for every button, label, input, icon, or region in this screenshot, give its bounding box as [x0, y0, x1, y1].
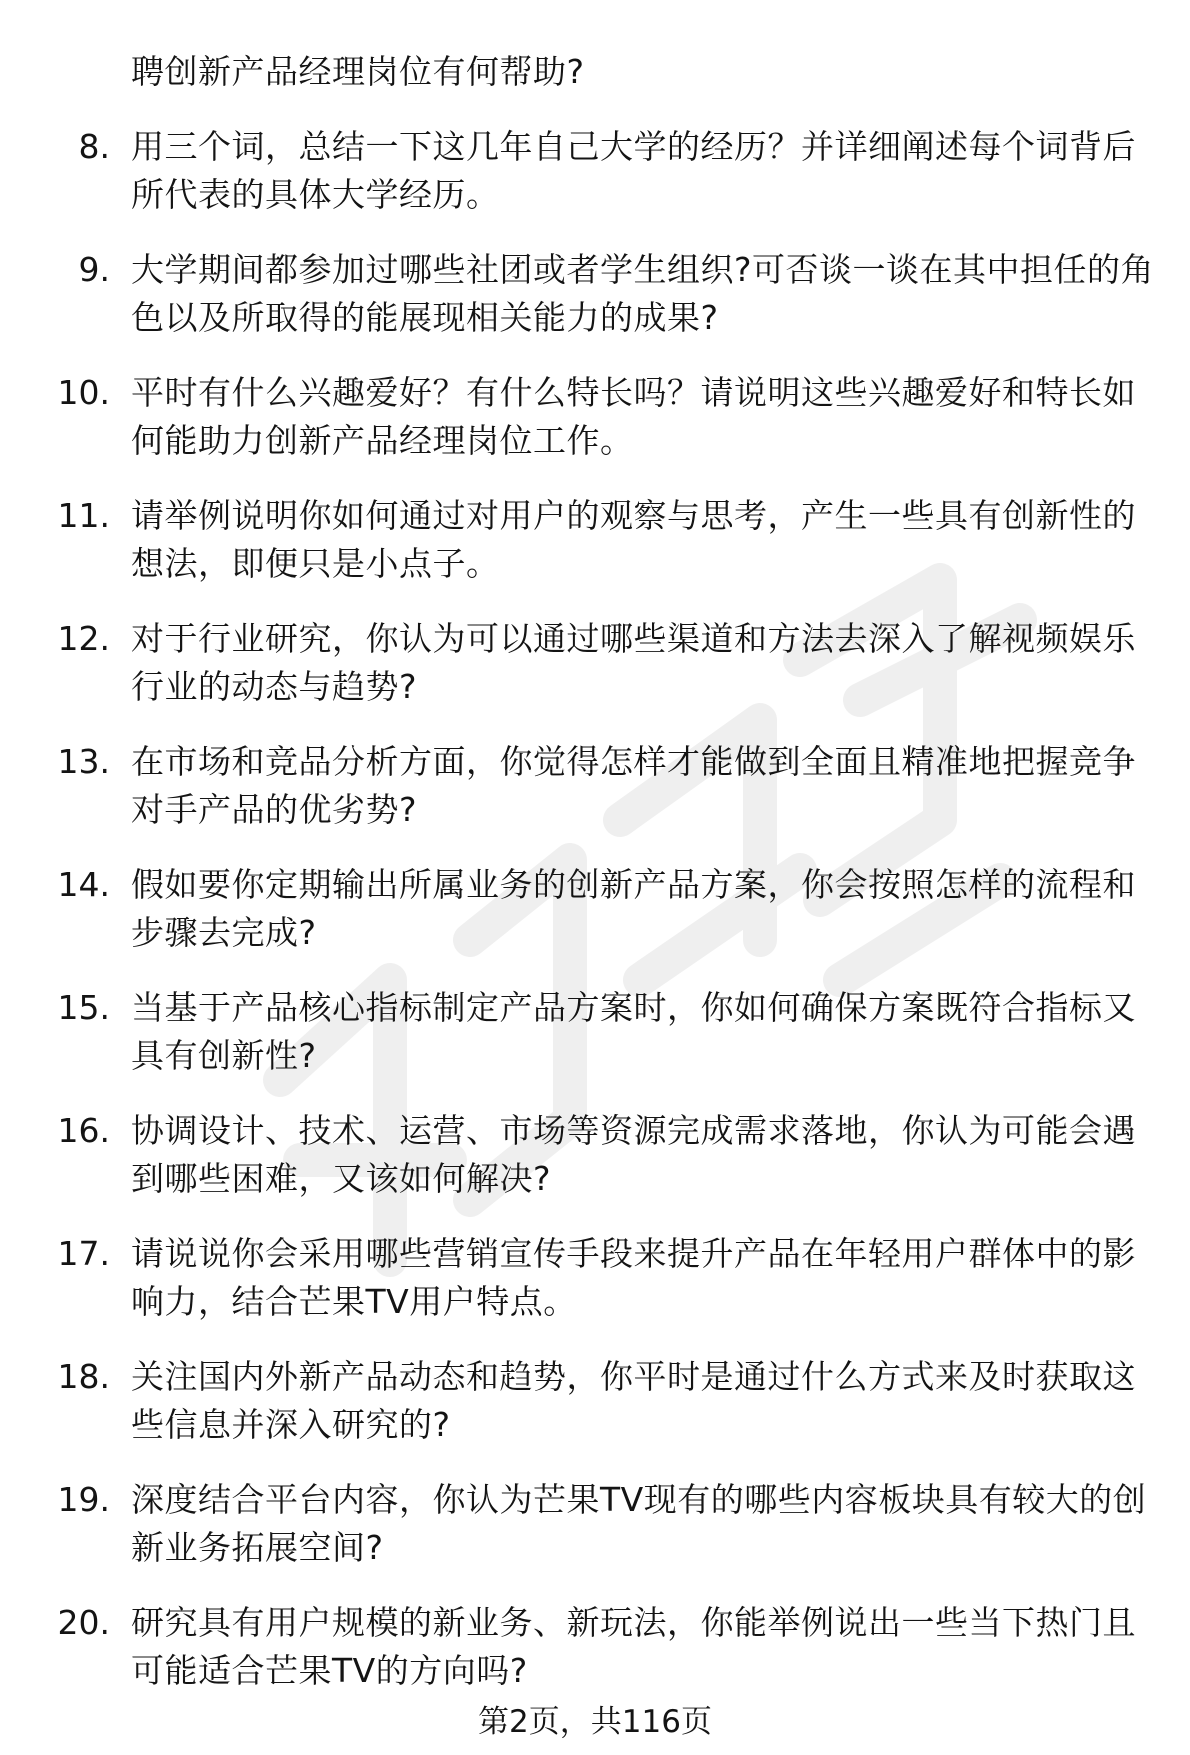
question-number: 14. — [57, 865, 110, 904]
question-item — [0, 1107, 1190, 1230]
question-item — [0, 246, 1190, 369]
question-number: 8. — [78, 127, 110, 166]
question-item — [0, 369, 1190, 492]
question-number: 17. — [57, 1234, 110, 1273]
question-item — [0, 738, 1190, 861]
question-text: 大学期间都参加过哪些社团或者学生组织?可否谈一谈在其中担任的角色以及所取得的能展现相关能力的成果? — [131, 250, 1155, 337]
question-number: 11. — [57, 496, 110, 535]
question-item — [0, 492, 1190, 615]
question-number: 20. — [57, 1603, 110, 1642]
question-text: 协调设计、技术、运营、市场等资源完成需求落地，你认为可能会遇到哪些困难，又该如何解决? — [131, 1111, 1136, 1198]
question-number: 15. — [57, 988, 110, 1027]
question-text: 请说说你会采用哪些营销宣传手段来提升产品在年轻用户群体中的影响力，结合芒果TV用户特点。 — [131, 1234, 1136, 1321]
question-text: 深度结合平台内容，你认为芒果TV现有的哪些内容板块具有较大的创新业务拓展空间? — [131, 1480, 1147, 1567]
question-text: 平时有什么兴趣爱好？有什么特长吗？请说明这些兴趣爱好和特长如何能助力创新产品经理岗位工作。 — [131, 373, 1136, 460]
continued-question-text: 聘创新产品经理岗位有何帮助? — [131, 52, 585, 91]
question-item — [0, 861, 1190, 984]
question-text: 请举例说明你如何通过对用户的观察与思考，产生一些具有创新性的想法，即便只是小点子。 — [131, 496, 1136, 583]
question-item — [0, 123, 1190, 246]
question-text: 对于行业研究，你认为可以通过哪些渠道和方法去深入了解视频娱乐行业的动态与趋势? — [131, 619, 1136, 706]
question-text: 在市场和竞品分析方面，你觉得怎样才能做到全面且精准地把握竞争对手产品的优劣势? — [131, 742, 1136, 829]
question-number: 18. — [57, 1357, 110, 1396]
page-footer: 第2页，共116页 — [478, 1704, 712, 1740]
question-text: 假如要你定期输出所属业务的创新产品方案，你会按照怎样的流程和步骤去完成? — [131, 865, 1136, 952]
question-item — [0, 1476, 1190, 1599]
question-text: 用三个词，总结一下这几年自己大学的经历？并详细阐述每个词背后所代表的具体大学经历。 — [131, 127, 1136, 214]
question-number: 16. — [57, 1111, 110, 1150]
question-text: 当基于产品核心指标制定产品方案时，你如何确保方案既符合指标又具有创新性? — [131, 988, 1136, 1075]
question-number: 19. — [57, 1480, 110, 1519]
question-number: 12. — [57, 619, 110, 658]
question-item — [0, 1230, 1190, 1353]
question-list — [0, 123, 1190, 1722]
question-number: 9. — [78, 250, 110, 289]
question-number: 13. — [57, 742, 110, 781]
question-item — [0, 1353, 1190, 1476]
question-number: 10. — [57, 373, 110, 412]
question-item — [0, 615, 1190, 738]
question-text: 研究具有用户规模的新业务、新玩法，你能举例说出一些当下热门且可能适合芒果TV的方向吗? — [131, 1603, 1136, 1690]
question-item — [0, 984, 1190, 1107]
question-text: 关注国内外新产品动态和趋势，你平时是通过什么方式来及时获取这些信息并深入研究的? — [131, 1357, 1136, 1444]
